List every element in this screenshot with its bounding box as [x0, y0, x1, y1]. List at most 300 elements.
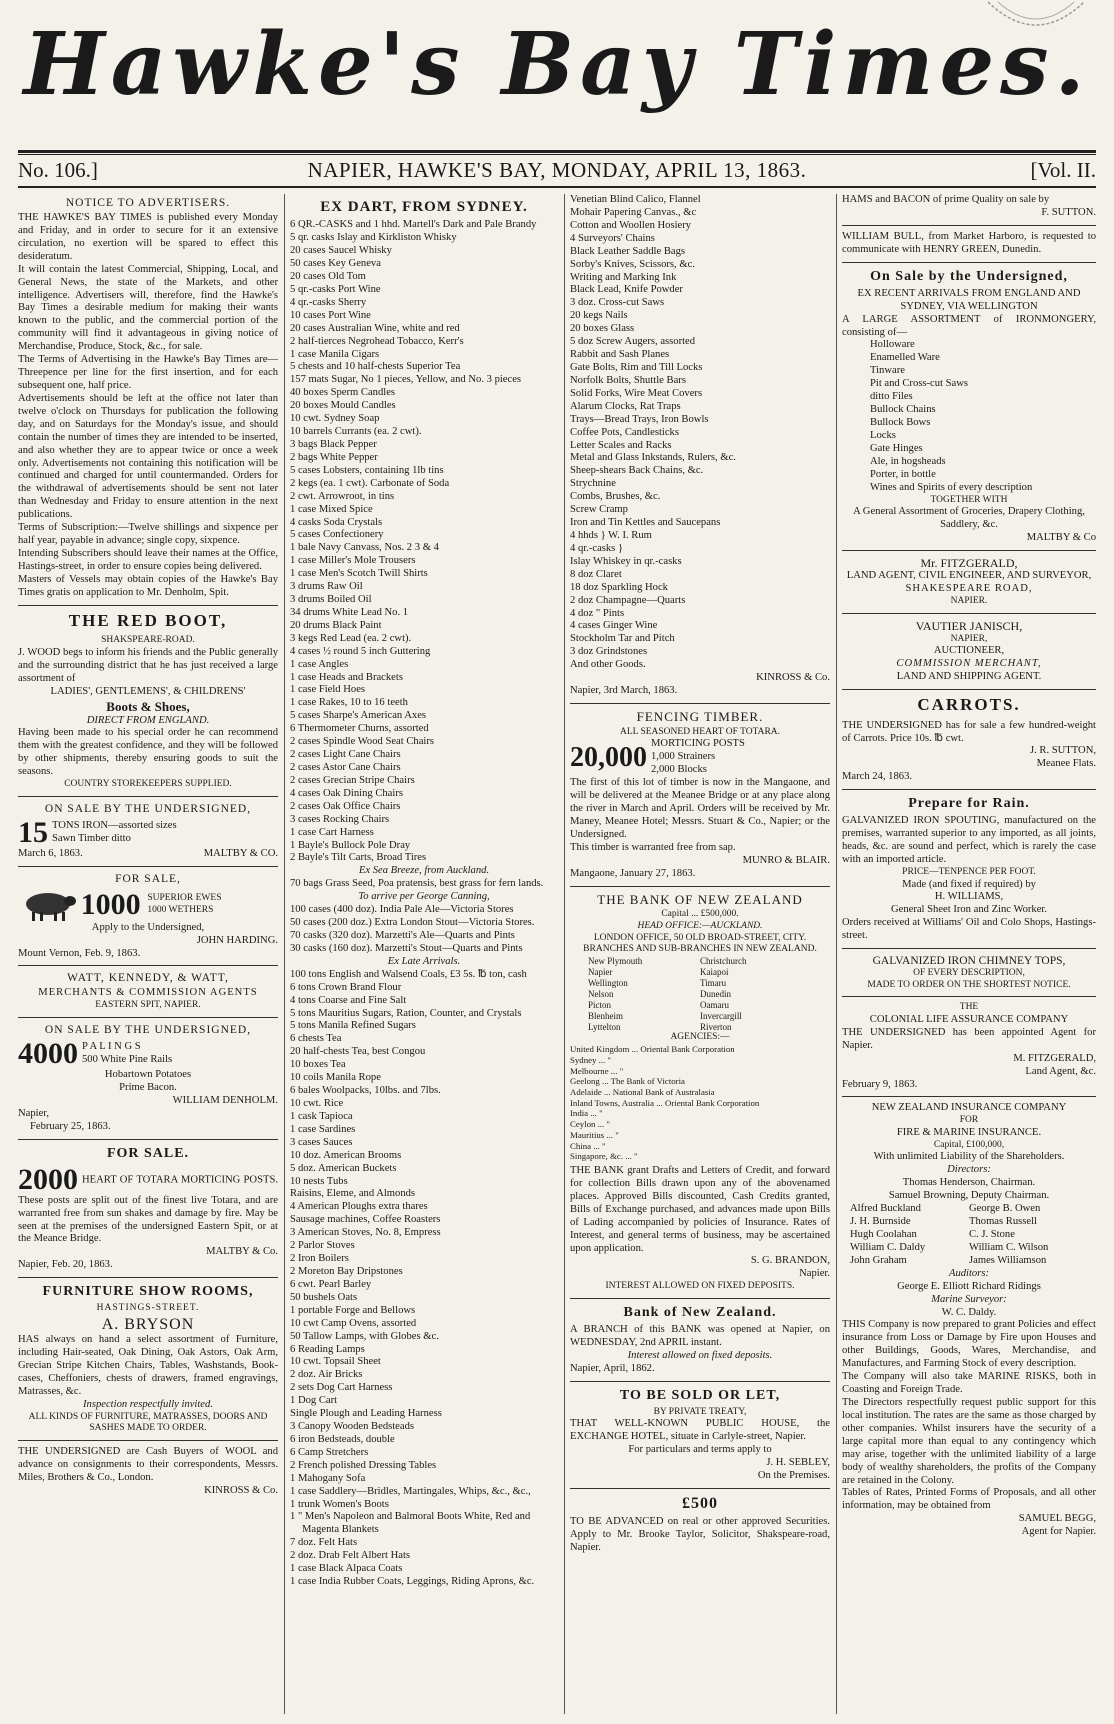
bank-text: THE BANK grant Drafts and Letters of Credit, and forward for collection Bills drawn upon any of the abovenamed places. Approved Bills discounted, Cash Credits granted, Bills of Exchange purchased, and advances made upon Bills of Lading accompanied by policies of Insurance. Rates of Interest, and general terms of business, may be ascertained upon application.	[570, 1164, 830, 1254]
ironmongery-sub: EX RECENT ARRIVALS FROM ENGLAND AND SYDNEY, VIA WELLINGTON	[857, 287, 1081, 312]
branches-right	[700, 956, 812, 1033]
list-item: Coffee Pots, Candlesticks	[570, 426, 679, 438]
dateline	[18, 158, 1096, 188]
list-item: 6 Camp Stretchers	[290, 1446, 369, 1458]
sold-sub: BY PRIVATE TREATY,	[653, 1406, 747, 1417]
list-item: 157 mats Sugar, No 1 pieces, Yellow, and No. 3 pieces	[290, 374, 522, 386]
list-item: 20 boxes Glass	[570, 323, 635, 335]
director-item: George B. Owen	[969, 1203, 1041, 1215]
carrots-sig2: Meanee Flats.	[1036, 758, 1096, 770]
list-item: 1 trunk Women's Boots	[290, 1498, 389, 1510]
list-item: 10 barrels Currants (ea. 2 cwt).	[290, 426, 422, 438]
list-item: 2 doz. Air Bricks	[290, 1369, 363, 1381]
list-item: And other Goods.	[570, 659, 646, 671]
list-item: Porter, in bottle	[870, 468, 936, 480]
list-item: Screw Cramp	[570, 504, 628, 516]
list-item: Black Lead, Knife Powder	[570, 284, 683, 296]
list-item: Trays—Bread Trays, Iron Bowls	[570, 413, 709, 425]
list-item: 1 case Mixed Spice	[290, 503, 373, 515]
ironmongery-general: A General Assortment of Groceries, Drapery Clothing, Saddlery, &c.	[853, 506, 1085, 531]
list-item: 20 cases Saucel Whisky	[290, 245, 392, 257]
column-4	[842, 194, 1096, 1714]
rain-heading: Prepare for Rain.	[908, 796, 1030, 812]
red-boot-foot: COUNTRY STOREKEEPERS SUPPLIED.	[64, 779, 232, 790]
list-item: 6 bales Woolpacks, 10lbs. and 7lbs.	[290, 1085, 441, 1097]
list-item: ditto Files	[870, 391, 913, 403]
list-item: 6 iron Bedsteads, double	[290, 1433, 395, 1445]
branch-item: Invercargill	[700, 1010, 742, 1021]
list-item: 20 boxes Mould Candles	[290, 400, 396, 412]
list-item: 2 half-tierces Negrohead Tobacco, Kerr's	[290, 335, 464, 347]
totara-number: 2000	[18, 1162, 78, 1196]
nzins-heading: NEW ZEALAND INSURANCE COMPANY	[871, 1102, 1067, 1114]
red-boot-line: LADIES', GENTLEMENS', & CHILDRENS'	[50, 685, 246, 697]
list-item: 3 American Stoves, No. 8, Empress	[290, 1227, 441, 1239]
totara-date: Napier, Feb. 20, 1863.	[18, 1259, 113, 1271]
list-item: Wines and Spirits of every description	[870, 481, 1033, 493]
list-item: 4 Surveyors' Chains	[570, 232, 655, 244]
list-item: Ale, in hogsheads	[870, 455, 946, 467]
list-item: 6 Reading Lamps	[290, 1343, 365, 1355]
sold-apply: For particulars and terms apply to	[628, 1444, 772, 1456]
director-item: John Graham	[850, 1254, 907, 1266]
agency-item: China ... "	[570, 1140, 606, 1151]
list-item: 1 case Sardines	[290, 1123, 356, 1135]
nzins-chair: Thomas Henderson, Chairman.	[902, 1177, 1036, 1189]
list-item: 2 French polished Dressing Tables	[290, 1459, 437, 1471]
list-item: Strychnine	[570, 478, 616, 490]
separator	[842, 789, 1096, 790]
separator	[842, 550, 1096, 551]
list-item: 3 doz. Cross-cut Saws	[570, 297, 665, 309]
list-item: 1 case Angles	[290, 658, 349, 670]
red-boot-direct: DIRECT FROM ENGLAND.	[86, 714, 210, 726]
list-item: Bullock Bows	[870, 416, 931, 428]
list-item: Sheep-shears Back Chains, &c.	[570, 465, 704, 477]
iron-l1: TONS IRON—assorted sizes	[52, 819, 177, 831]
palings-sig: WILLIAM DENHOLM.	[172, 1094, 278, 1106]
list-item: 2 kegs (ea. 1 cwt). Carbonate of Soda	[290, 477, 450, 489]
colonial-sig: M. FITZGERALD,	[1013, 1052, 1096, 1064]
rain-made: Made (and fixed if required) by	[902, 878, 1036, 890]
nzins-tables: Tables of Rates, Printed Forms of Proposals, and all other information, may be obtained from	[842, 1487, 1096, 1512]
palings-date: February 25, 1863.	[30, 1120, 111, 1132]
list-item: 100 tons English and Walsend Coals, £3 5s. ℔ ton, cash	[290, 968, 527, 980]
agency-item: United Kingdom ... Oriental Bank Corporation	[570, 1044, 735, 1055]
list-item: 70 casks (320 doz). Marzetti's Ale—Quarts and Pints	[290, 930, 515, 941]
masthead	[0, 0, 1114, 150]
chimney-l2: MADE TO ORDER ON THE SHORTEST NOTICE.	[867, 979, 1071, 990]
list-item: Letter Scales and Racks	[570, 439, 672, 451]
fitzgerald-name: Mr. FITZGERALD,	[920, 555, 1018, 570]
separator	[570, 1298, 830, 1299]
branch-item: Timaru	[700, 977, 727, 988]
bank-agencies: AGENCIES:—	[670, 1032, 730, 1043]
fitzgerald-l1: LAND AGENT, CIVIL ENGINEER, AND SURVEYOR,	[846, 570, 1092, 582]
nzins-sub: FIRE & MARINE INSURANCE.	[896, 1126, 1042, 1138]
list-item: 1 bale Navy Canvass, Nos. 2 3 & 4	[290, 542, 439, 554]
breeze-item: 70 bags Grass Seed, Poa pratensis, best grass for fern lands.	[290, 878, 544, 890]
branch-item: Kaiapoi	[700, 966, 729, 977]
list-item: Bullock Chains	[870, 404, 936, 416]
list-item: 3 drums Boiled Oil	[290, 594, 372, 606]
iron-heading: ON SALE BY THE UNDERSIGNED,	[44, 802, 252, 815]
nzins-auditors: Auditors:	[948, 1267, 990, 1279]
chimney-l1: OF EVERY DESCRIPTION,	[913, 968, 1025, 979]
list-item: 1 case India Rubber Coats, Leggings, Riding Aprons, &c.	[290, 1576, 535, 1588]
list-item: 10 boxes Tea	[290, 1059, 346, 1071]
notice-heading: NOTICE TO ADVERTISERS.	[65, 197, 231, 209]
bank-heading: THE BANK OF NEW ZEALAND	[597, 891, 803, 907]
separator	[842, 689, 1096, 690]
branch-item: Lyttelton	[588, 1021, 621, 1032]
palings-l3: Hobartown Potatoes	[104, 1068, 192, 1080]
columns	[18, 194, 1096, 1714]
totara-heading: FOR SALE.	[106, 1145, 190, 1161]
directors-right	[969, 1203, 1088, 1268]
list-item: Combs, Brushes, &c.	[570, 491, 661, 503]
watt-heading: WATT, KENNEDY, & WATT,	[67, 972, 229, 985]
list-item: Stockholm Tar and Pitch	[570, 633, 675, 645]
canning-list	[290, 904, 558, 956]
list-item: 2 Parlor Stoves	[290, 1240, 355, 1252]
nzins-marine: The Company will also take MARINE RISKS, both in Coasting and Foreign Trade.	[842, 1371, 1096, 1396]
vautier-name: VAUTIER JANISCH,	[915, 618, 1023, 633]
carrots-text: THE UNDERSIGNED has for sale a few hundred-weight of Carrots. Price 10s. ℔ cwt.	[842, 719, 1096, 744]
branch-item: Blenheim	[588, 1010, 623, 1021]
library-stamp-icon	[984, 0, 1088, 42]
director-item: Alfred Buckland	[850, 1203, 921, 1215]
separator	[18, 1277, 278, 1278]
list-item: 1 case Cart Harness	[290, 826, 374, 838]
ironmongery-sig: MALTBY & Co	[1026, 531, 1096, 543]
list-item: 10 cwt Camp Ovens, assorted	[290, 1317, 417, 1329]
list-item: 1 case Heads and Brackets	[290, 671, 403, 683]
column-1	[18, 194, 278, 1714]
palings-l2: 500 White Pine Rails	[82, 1053, 173, 1065]
fencing-heading: FENCING TIMBER.	[636, 708, 764, 724]
notice-p7: Masters of Vessels may obtain copies of the Hawke's Bay Times gratis on application to Mr. Denholm, Spit.	[18, 573, 278, 598]
list-item: 20 kegs Nails	[570, 310, 628, 322]
nzins-sig2: Agent for Napier.	[1021, 1526, 1096, 1538]
list-item: 5 cases Confectionery	[290, 529, 384, 541]
newspaper-title: Hawke's Bay Times.	[23, 14, 1091, 115]
list-item: 3 bags Black Pepper	[290, 438, 377, 450]
list-item: Tinware	[870, 365, 905, 377]
red-boot-sub: SHAKSPEARE-ROAD.	[101, 635, 195, 646]
carrots-sig: J. R. SUTTON,	[1029, 745, 1096, 757]
rain-sig: H. WILLIAMS,	[934, 891, 1004, 903]
furniture-text: HAS always on hand a select assortment of Furniture, including Hair-seated, Oak Dining, Oak Astors, Oak Arm, Grecian Stripe Kitchen Chairs, Tables, Washstands, Book-cases, Cheffoniers, chests of drawers, framed engravings, Matrasses, &c.	[18, 1334, 278, 1398]
list-item: 3 doz Grindstones	[570, 646, 648, 658]
list-item: 5 cases Sharpe's American Axes	[290, 710, 427, 722]
fencing-sig: MUNRO & BLAIR.	[742, 854, 830, 866]
list-item: Rabbit and Sash Planes	[570, 349, 670, 361]
director-item: William C. Daldy	[850, 1241, 926, 1253]
vautier-l4: LAND AND SHIPPING AGENT.	[896, 670, 1042, 682]
sold-heading: TO BE SOLD OR LET,	[619, 1387, 781, 1403]
separator	[18, 1440, 278, 1441]
list-item: 4 doz " Pints	[570, 607, 625, 619]
agency-item: Geelong ... The Bank of Victoria	[570, 1076, 685, 1087]
list-item: Gate Bolts, Rim and Till Locks	[570, 361, 703, 373]
separator	[842, 948, 1096, 949]
masthead-rule-thin	[18, 154, 1096, 155]
ewes-l1: SUPERIOR EWES	[147, 893, 222, 904]
fencing-l2: 1,000 Strainers	[651, 751, 716, 763]
list-item: 2 cwt. Arrowroot, in tins	[290, 490, 395, 502]
volume-number: [Vol. II.	[1030, 158, 1096, 182]
list-item: 4 cases ½ round 5 inch Guttering	[290, 645, 431, 657]
nzins-sig: SAMUEL BEGG,	[1018, 1513, 1096, 1525]
list-item: 1 case Field Hoes	[290, 684, 366, 696]
list-item: 1 case Saddlery—Bridles, Martingales, Whips, &c., &c.,	[290, 1485, 531, 1497]
list-item: 5 doz Screw Augers, assorted	[570, 336, 696, 348]
palings-l1: P A L I N G S	[82, 1041, 141, 1053]
iron-number: 15	[18, 815, 48, 849]
directors-left	[850, 1203, 969, 1268]
list-item: Sorby's Knives, Scissors, &c.	[570, 258, 695, 270]
list-item: 5 qr. casks Islay and Kirkliston Whisky	[290, 232, 457, 244]
colonial-the: THE	[959, 1002, 979, 1013]
ewes-heading: FOR SALE,	[115, 872, 181, 885]
colonial-heading: COLONIAL LIFE ASSURANCE COMPANY	[869, 1013, 1069, 1025]
branch-item: Nelson	[588, 988, 614, 999]
ewes-l3: Apply to the Undersigned,	[91, 921, 205, 933]
bank-office: HEAD OFFICE:—AUCKLAND.	[637, 920, 763, 931]
vautier-l1: NAPIER,	[950, 633, 988, 644]
iron-l2: Sawn Timber ditto	[52, 832, 131, 844]
hams-text: HAMS and BACON of prime Quality on sale by	[842, 194, 1050, 205]
separator	[842, 225, 1096, 226]
late-heading: Ex Late Arrivals.	[387, 955, 461, 967]
red-boot-heading: THE RED BOOT,	[68, 610, 228, 630]
red-boot-p1: J. WOOD begs to inform his friends and the Public generally and the surrounding district that he has just received a large assortment of	[18, 646, 278, 684]
fencing-number: 20,000	[570, 741, 647, 773]
fencing-sub: ALL SEASONED HEART OF TOTARA.	[619, 726, 781, 737]
list-item: 1 Dog Cart	[290, 1395, 338, 1407]
bank-sig: S. G. BRANDON,	[750, 1255, 830, 1267]
fitzgerald-l2: SHAKESPEARE ROAD,	[905, 583, 1033, 595]
list-item: 5 tons Mauritius Sugars, Ration, Counter, and Crystals	[290, 1007, 522, 1019]
list-item: Enamelled Ware	[870, 352, 940, 364]
list-item: 18 doz Sparkling Hock	[570, 581, 668, 593]
list-item: 3 cases Rocking Chairs	[290, 813, 390, 825]
carrots-date: March 24, 1863.	[842, 771, 913, 783]
list-item: 2 cases Light Cane Chairs	[290, 749, 401, 761]
separator	[18, 1139, 278, 1140]
ewes-number: 1000	[80, 887, 141, 921]
list-item: Single Plough and Leading Harness	[290, 1408, 442, 1420]
fencing-text: The first of this lot of timber is now in the Mangaone, and will be delivered at the Meanee Bridge or at any place along the river in March and April. Orders will be received by Mr. Maney, Meanee Hotel; Messrs. Stuart & Co., Napier; or the Undersigned.	[570, 777, 830, 840]
vautier-l2: AUCTIONEER,	[933, 645, 1005, 657]
separator	[570, 886, 830, 887]
list-item: Black Leather Saddle Bags	[570, 245, 686, 257]
list-item: 2 Moreton Bay Dripstones	[290, 1265, 403, 1277]
list-item: 1 Bayle's Bullock Pole Dray	[290, 839, 411, 851]
list-item: 3 kegs Red Lead (ea. 2 cwt).	[290, 632, 412, 644]
ewes-l2: 1000 WETHERS	[147, 904, 214, 915]
bnz-it: Interest allowed on fixed deposits.	[627, 1349, 773, 1361]
goods-sig: KINROSS & Co.	[756, 672, 830, 684]
list-item: 10 nests Tubs	[290, 1175, 348, 1187]
bnz-date: Napier, April, 1862.	[570, 1362, 655, 1374]
list-item: 10 cases Port Wine	[290, 309, 371, 321]
list-item: 20 drums Black Paint	[290, 619, 382, 631]
separator	[570, 703, 830, 704]
fencing-warr: This timber is warranted free from sap.	[570, 841, 736, 853]
list-item: 4 American Ploughs extra thares	[290, 1201, 428, 1213]
list-item: 2 cases Grecian Stripe Chairs	[290, 774, 415, 786]
list-item: 4 hhds } W. I. Rum	[570, 529, 652, 541]
separator	[842, 1096, 1096, 1097]
nzins-aud: George E. Elliott Richard Ridings	[897, 1280, 1041, 1292]
branch-item: Dunedin	[700, 988, 731, 999]
list-item: 1 case Rakes, 10 to 16 teeth	[290, 697, 408, 709]
bull-text: WILLIAM BULL, from Market Harboro, is requested to communicate with HENRY GREEN, Dunedin.	[842, 230, 1096, 255]
goods-list	[570, 194, 830, 672]
separator	[18, 1017, 278, 1018]
branch-item: Picton	[588, 999, 612, 1010]
branch-item: Oamaru	[700, 999, 729, 1010]
nzins-deputy: Samuel Browning, Deputy Chairman.	[888, 1190, 1050, 1202]
list-item: Islay Whiskey in qr.-casks	[570, 555, 682, 567]
list-item: 5 chests and 10 half-chests Superior Tea	[290, 361, 461, 373]
list-item: 2 doz. Drab Felt Albert Hats	[290, 1550, 411, 1562]
totara-sig: MALTBY & Co.	[206, 1246, 278, 1258]
agency-item: Sydney ... "	[570, 1054, 611, 1065]
ironmongery-together: TOGETHER WITH	[930, 494, 1008, 505]
red-boot-p2: Having been made to his special order he can recommend them with the greatest confidence, and they will be followed by other shipments, thereby ensuring goods to suit the seasons.	[18, 727, 278, 778]
agencies-list	[570, 1044, 830, 1162]
list-item: 1 case Black Alpaca Coats	[290, 1563, 403, 1575]
furniture-name: A. BRYSON	[101, 1315, 195, 1333]
list-item: 6 Thermometer Churns, assorted	[290, 723, 429, 735]
list-item: 1 case Manila Cigars	[290, 348, 380, 360]
list-item: Alarum Clocks, Rat Traps	[570, 400, 681, 412]
chimney-heading: GALVANIZED IRON CHIMNEY TOPS,	[872, 955, 1066, 968]
list-item: Writing and Marking Ink	[570, 271, 677, 283]
branch-item: Wellington	[588, 977, 628, 988]
totara-text: HEART OF TOTARA MORTICING POSTS. These posts are split out of the finest live Totara, and are warranted free from sun shakes and damage by fire. May be seen at the premises of the undersigned Eastern Spit, or at the Meance Bridge.	[18, 1174, 278, 1245]
list-item: 2 cases Oak Office Chairs	[290, 800, 401, 812]
late-list	[290, 969, 558, 1589]
list-item: 4 qr.-casks Sherry	[290, 296, 367, 308]
list-item: 1 Mahogany Sofa	[290, 1472, 366, 1484]
list-item: 50 cases Key Geneva	[290, 258, 381, 270]
list-item: Solid Forks, Wire Meat Covers	[570, 387, 703, 399]
list-item: Locks	[870, 429, 896, 441]
iron-sig: MALTBY & CO.	[203, 847, 278, 859]
sold-text: THAT WELL-KNOWN PUBLIC HOUSE, the EXCHANGE HOTEL, situate in Carlyle-street, Napier.	[570, 1418, 830, 1443]
bank-london: LONDON OFFICE, 50 OLD BROAD-STREET, CITY.	[593, 932, 807, 943]
advance-text: TO BE ADVANCED on real or other approved Securities. Apply to Mr. Brooke Taylor, Solicitor, Shakspeare-road, Napier.	[570, 1516, 830, 1554]
wool-sig: KINROSS & Co.	[204, 1484, 278, 1496]
palings-heading: ON SALE BY THE UNDERSIGNED,	[44, 1023, 252, 1036]
advance-heading: £500	[682, 1494, 718, 1512]
list-item: 4 cases Ginger Wine	[570, 620, 658, 632]
carrots-heading: CARROTS.	[917, 694, 1021, 714]
list-item: 50 Tallow Lamps, with Globes &c.	[290, 1330, 439, 1342]
bank-capital: Capital ... £500,000.	[661, 909, 739, 920]
dart-heading: EX DART, FROM SYDNEY.	[320, 199, 528, 215]
list-item: 2 Iron Boilers	[290, 1253, 349, 1265]
furniture-foot: ALL KINDS OF FURNITURE, MATRASSES, DOORS AND SASHES MADE TO ORDER.	[28, 1411, 268, 1434]
issue-number: No. 106.]	[18, 158, 98, 182]
palings-place: Napier,	[18, 1107, 50, 1119]
iron-date: March 6, 1863.	[18, 847, 83, 859]
list-item: 34 drums White Lead No. 1	[290, 606, 409, 618]
list-item: 2 cases Spindle Wood Seat Chairs	[290, 736, 435, 748]
list-item: 2 sets Dog Cart Harness	[290, 1382, 393, 1394]
furniture-inv: Inspection respectfully invited.	[83, 1398, 213, 1410]
rain-price: PRICE—TENPENCE PER FOOT.	[902, 866, 1036, 877]
list-item: 3 Canopy Wooden Bedsteads	[290, 1421, 415, 1433]
furniture-sub: HASTINGS-STREET.	[96, 1303, 200, 1314]
list-item: 1 portable Forge and Bellows	[290, 1304, 416, 1316]
list-item: 2 Bayle's Tilt Carts, Broad Tires	[290, 852, 427, 864]
separator	[842, 996, 1096, 997]
director-item: William C. Wilson	[969, 1241, 1049, 1253]
bnz-heading: Bank of New Zealand.	[623, 1304, 777, 1320]
list-item: 4 tons Coarse and Fine Salt	[290, 994, 407, 1006]
dateline-rule	[18, 186, 1096, 188]
list-item: 50 bushels Oats	[290, 1291, 358, 1303]
list-item: 5 tons Manila Refined Sugars	[290, 1020, 416, 1032]
ironmongery-heading: On Sale by the Undersigned,	[870, 268, 1068, 284]
ewes-sig: JOHN HARDING.	[196, 934, 278, 946]
separator	[842, 613, 1096, 614]
hams-sig: F. SUTTON.	[1041, 206, 1096, 218]
rain-text: GALVANIZED IRON SPOUTING, manufactured on the premises, warranted superior to any imported, as all joints, heads, &c. are sound and perfect, which is rarely the case with an imported article.	[842, 815, 1096, 866]
branches-left	[588, 956, 700, 1033]
fitzgerald-l3: NAPIER.	[950, 596, 988, 607]
list-item: 10 doz. American Brooms	[290, 1149, 402, 1161]
nzins-text: THIS Company is now prepared to grant Policies and effect insurance from Loss or Damage by Fire upon Houses and other Buildings, Goods, Wares, Merchandise, and Manufactures, and Farming Stock of every description.	[842, 1319, 1096, 1370]
list-item: Iron and Tin Kettles and Saucepans	[570, 517, 721, 529]
notice-p1: THE HAWKE'S BAY TIMES is published every Monday and Friday, and in order to secure for it an extensive circulation, no exertion will be spared to effect this desideratum.	[18, 212, 278, 262]
list-item: Sausage machines, Coffee Roasters	[290, 1214, 441, 1226]
bank-sig2: Napier.	[799, 1268, 830, 1280]
notice-p5: Terms of Subscription:—Twelve shillings and sixpence per half year, payable in advance; single copy, sixpence.	[18, 522, 278, 547]
nzins-capital: Capital, £100,000,	[933, 1139, 1005, 1150]
list-item: 1 case Men's Scotch Twill Shirts	[290, 568, 428, 580]
separator	[18, 796, 278, 797]
nzins-for: FOR	[959, 1115, 979, 1126]
list-item: 20 cases Old Tom	[290, 270, 366, 282]
list-item: 1 " Men's Napoleon and Balmoral Boots White, Red and Magenta Blankets	[290, 1511, 531, 1536]
list-item: 6 chests Tea	[290, 1033, 342, 1045]
list-item: 2 cases Astor Cane Chairs	[290, 762, 401, 774]
list-item: 1 cask Tapioca	[290, 1110, 353, 1122]
ironmongery-lead: A LARGE ASSORTMENT of IRONMONGERY, consisting of—	[842, 313, 1096, 338]
list-item: 6 tons Crown Brand Flour	[290, 981, 402, 993]
palings-l4: Prime Bacon.	[119, 1081, 177, 1093]
separator	[18, 866, 278, 867]
director-item: James Williamson	[969, 1254, 1047, 1266]
fencing-date: Mangaone, January 27, 1863.	[570, 867, 696, 879]
column-3	[570, 194, 830, 1714]
list-item: 8 doz Claret	[570, 568, 622, 580]
notice-p4: Advertisements should be left at the office not later than twelve o'clock on Thursdays for publication the following day, and on Saturdays for the Monday's issue, and should contain the number of times they are intended to be inserted, and also whether they are to appear twice or once a week only. Advertisements not containing this notification will be continued and charged for until countermanded. Orders for the withdrawal of advertisements should be sent not later than Wednesday and Friday to ensure attention in the next publications.	[18, 392, 278, 521]
list-item: Cotton and Woollen Hosiery	[570, 219, 692, 231]
list-item: 10 cwt. Topsail Sheet	[290, 1356, 381, 1368]
branch-item: New Plymouth	[588, 955, 643, 966]
issue-date: NAPIER, HAWKE'S BAY, MONDAY, APRIL 13, 1863.	[307, 158, 807, 182]
list-item: 100 cases (400 doz). India Pale Ale—Victoria Stores	[290, 904, 514, 916]
rain-orders: Orders received at Williams' Oil and Colo Shops, Hastings-street.	[842, 917, 1096, 942]
red-boot-boots: Boots & Shoes,	[106, 698, 190, 714]
